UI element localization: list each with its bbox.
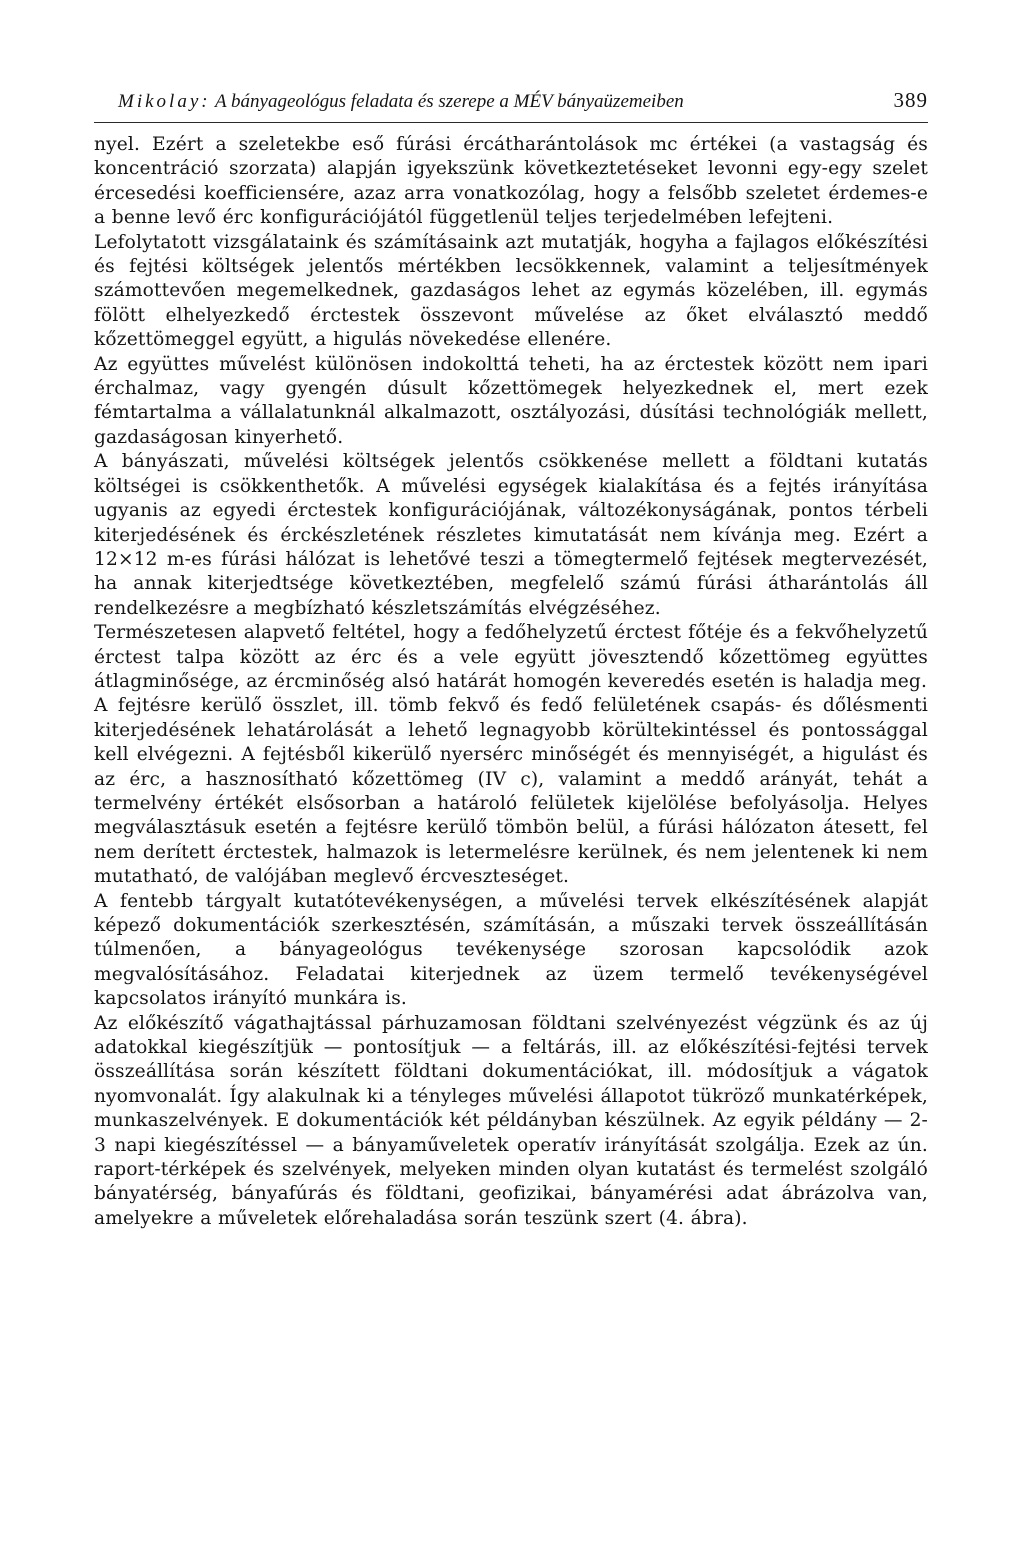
paragraph: nyel. Ezért a szeletekbe eső fúrási ércátharántolások mc értékei (a vastagság és koncentráció szorzata) alapján igyekszünk következtetéseket levonni egy-egy szelet ércesedési koefficiensére, azaz arra vonatkozólag, hogy a felsőbb szeletet érdemes-e a benne levő érc konfigurációjától függetlenül teljes terjedelmében lefejteni. [94, 134, 928, 229]
article-title: A bányageológus feladata és szerepe a MÉV bányaüzemeiben [215, 91, 684, 112]
paragraph: A fejtésre kerülő összlet, ill. tömb fekvő és fedő felületének csapás- és dőlésmenti kiterjedésének lehatárolását a lehető legnagyobb körültekintéssel és pontossággal kell elvégezni. A fejtésből kikerülő nyersérc minőségét és mennyiségét, a higulást és az érc, a hasznosítható kőzettömeg (IV c), valamint a meddő arányát, tehát a termelvény értékét elsősorban a határoló felületek kijelölése befolyásolja. Helyes megválasztásuk esetén a fejtésre kerülő tömbön belül, a fúrási hálózaton átesett, fel nem derített érctestek, halmazok is letermelésre kerülnek, és nem jelentenek ki nem mutatható, de valójában meglevő ércveszteséget. [94, 695, 928, 888]
paragraph: A fentebb tárgyalt kutatótevékenységen, a művelési tervek elkészítésének alapját képező dokumentációk szerkesztésén, számításán, a műszaki tervek összeállításán túlmenően, a bányageológus tevékenysége szorosan kapcsolódik azok megvalósításához. Feladatai kiterjednek az üzem termelő tevékenységével kapcsolatos irányító munkára is. [94, 890, 928, 1010]
paragraph: Lefolytatott vizsgálataink és számításaink azt mutatják, hogyha a fajlagos előkészítési és fejtési költségek jelentős mértékben lecsökkennek, valamint a teljesítmények számottevően megemelkednek, gazdaságos lehet az egymás közelében, ill. egymás fölött elhelyezkedő érctestek összevont művelése az őket elválasztó meddő kőzettömeggel együtt, a higulás növekedése ellenére. [94, 231, 928, 351]
author-name: Mikolay: [118, 91, 211, 112]
page-number: 389 [893, 88, 928, 112]
paragraph: Az együttes művelést különösen indokolttá teheti, ha az érctestek között nem ipari érchalmaz, vagy gyengén dúsult kőzettömegek helyezkednek el, mert ezek fémtartalma a vállalatunknál alkalmazott, osztályozási, dúsítási technológiák mellett, gazdaságosan kinyerhető. [94, 353, 928, 448]
paragraph: Az előkészítő vágathajtással párhuzamosan földtani szelvényezést végzünk és az új adatokkal kiegészítjük — pontosítjuk — a feltárás, ill. az előkészítési-fejtési tervek összeállítása során készített földtani dokumentációkat, ill. módosítjuk a vágatok nyomvonalát. Így alakulnak ki a tényleges művelési állapotot tükröző munkatérképek, munkaszelvények. E dokumentációk két példányban készülnek. Az egyik példány — 2-3 napi kiegészítéssel — a bányaműveletek operatív irányítását szolgálja. Ezek az ún. raport-térképek és szelvények, melyeken minden olyan kutatást és termelést szolgáló bányatérség, bányafúrás és földtani, geofizikai, bányamérési adat ábrázolva van, amelyekre a műveletek előrehaladása során teszünk szert (4. ábra). [94, 1012, 928, 1229]
document-page [94, 88, 928, 1231]
body-text [94, 133, 928, 1231]
running-head [94, 88, 928, 123]
paragraph: A bányászati, művelési költségek jelentős csökkenése mellett a földtani kutatás költségei is csökkenthetők. A művelési egységek kialakítása és a fejtés irányítása ugyanis az egyedi érctestek konfigurációjának, változékonyságának, pontos térbeli kiterjedésének és érckészletének részletes kimutatását nem kívánja meg. Ezért a 12×12 m-es fúrási hálózat is lehetővé teszi a tömegtermelő fejtések megtervezését, ha annak kiterjedtsége következtében, megfelelő számú fúrási átharántolás áll rendelkezésre a megbízható készletszámítás elvégzéséhez. [94, 451, 928, 619]
paragraph: Természetesen alapvető feltétel, hogy a fedőhelyzetű érctest főtéje és a fekvőhelyzetű érctest talpa között az érc és a vele együtt jövesztendő kőzettömeg együttes átlagminősége, az ércminőség alsó határát homogén keveredés esetén is haladja meg. [94, 622, 928, 692]
running-title [94, 91, 684, 113]
